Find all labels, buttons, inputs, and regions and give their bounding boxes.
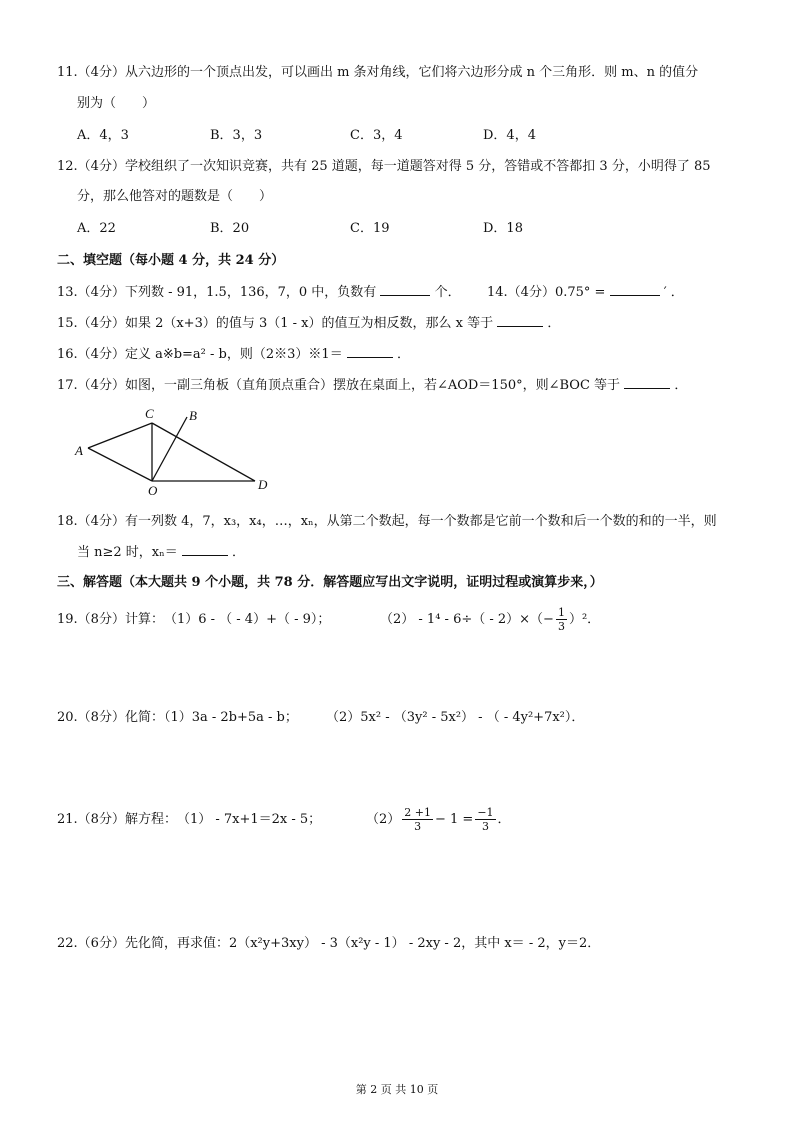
label-c: C [145,406,154,421]
q21-middle: − 1 = [435,812,474,827]
q20-part2: （2）5x² - （3y² - 5x²） - （ - 4y²+7x²）． [326,710,585,725]
q19-fraction-denominator: 3 [557,620,565,633]
label-a: A [75,443,83,458]
q19-part2-text: （2） - 1⁴ - 6÷（ - 2）×（− [380,612,554,627]
q21-part2-prefix: （2） [366,812,401,827]
q13-line [57,283,461,302]
q21-part1: 21.（8分）解方程： （1） - 7x+1＝2x - 5； [57,812,322,827]
q12-option-a: A．22 [77,221,116,236]
set-square-figure [70,403,280,498]
q17-line [57,376,687,395]
q11-option-a: A．4，3 [77,128,129,143]
q21-part2 [366,802,511,838]
label-b: B [189,408,197,423]
q12-line1: 12.（4分）学校组织了一次知识竞赛，共有 25 道题，每一道题答对得 5 分，答错或不答都扣 3 分，小明得了 85 [57,159,711,174]
q11-line2: 别为（ ） [77,96,156,111]
q14-text: 14.（4分）0.75° = [487,285,606,300]
q15-text-end: ． [547,316,561,331]
q12-option-d: D．18 [483,221,523,236]
q13-answer-blank[interactable] [380,283,430,296]
q21-rhs-numerator: −1 [477,806,494,819]
q11-option-d: D．4，4 [483,128,536,143]
q12-line2: 分，那么他答对的题数是（ ） [77,189,273,204]
q19-part1: 19.（8分）计算： （1）6 - （ - 4）+（ - 9）； [57,612,331,627]
q14-line [487,283,684,302]
q11-line1: 11.（4分）从六边形的一个顶点出发，可以画出 m 条对角线，它们将六边形分成 n 个三角形．则 m、n 的值分 [57,65,699,80]
q16-line [57,345,410,364]
q21-rhs-denominator: 3 [481,820,489,833]
section-2-heading: 二、填空题（每小题 4 分，共 24 分） [57,253,285,268]
q19-fraction [556,606,567,633]
q18-text-end: ． [232,545,246,560]
q15-text: 15.（4分）如果 2（x+3）的值与 3（1 - x）的值互为相反数，那么 x 等于 [57,316,494,331]
q21-lhs-fraction [402,806,433,833]
q11-option-c: C．3，4 [350,128,403,143]
q16-text: 16.（4分）定义 a※b=a² - b，则（2※3）※1＝ [57,347,343,362]
q13-text: 13.（4分）下列数 - 91，1.5，136，7，0 中，负数有 [57,285,377,300]
q17-answer-blank[interactable] [624,376,670,389]
section-3-heading: 三、解答题（本大题共 9 个小题，共 78 分．解答题应写出文字说明，证明过程或演算步来，） [57,575,603,590]
q22-line: 22.（6分）先化简，再求值：2（x²y+3xy） - 3（x²y - 1） - 2xy - 2，其中 x＝ - 2，y＝2． [57,936,601,951]
q15-answer-blank[interactable] [497,314,543,327]
page-number: 第 2 页 共 10 页 [355,1083,439,1096]
q18-text: 当 n≥2 时，xₙ＝ [77,545,178,560]
q21-lhs-denominator: 3 [414,820,422,833]
label-d: D [258,477,268,492]
q17-text-end: ． [674,378,688,393]
q16-text-end: ． [396,347,410,362]
q12-option-b: B．20 [210,221,250,236]
q21-end: ． [497,812,511,827]
segment-ac [88,423,152,448]
q19-part2 [380,604,600,636]
q11-option-b: B．3，3 [210,128,263,143]
q21-lhs-numerator: 2 +1 [404,806,431,819]
q12-option-c: C．19 [350,221,390,236]
q17-text: 17.（4分）如图，一副三角板（直角顶点重合）摆放在桌面上，若∠AOD＝150°，则∠BOC 等于 [57,378,621,393]
q13-text-end: 个． [434,285,461,300]
q14-text-end: ′ ． [663,285,684,300]
label-o: O [148,483,158,498]
q18-line1: 18.（4分）有一列数 4，7，x₃，x₄，…，xₙ，从第二个数起，每一个数都是它前一个数和后一个数的和的一半，则 [57,514,717,529]
q15-line [57,314,560,333]
q14-answer-blank[interactable] [610,283,660,296]
q18-answer-blank[interactable] [182,543,228,556]
q16-answer-blank[interactable] [347,345,393,358]
q18-line2 [77,543,245,562]
q19-part2-end: ）²． [568,612,601,627]
q19-fraction-numerator: 1 [557,606,565,619]
segment-ao [88,448,152,481]
q21-rhs-fraction [475,806,495,833]
q20-part1: 20.（8分）化简：（1）3a - 2b+5a - b； [57,710,298,725]
